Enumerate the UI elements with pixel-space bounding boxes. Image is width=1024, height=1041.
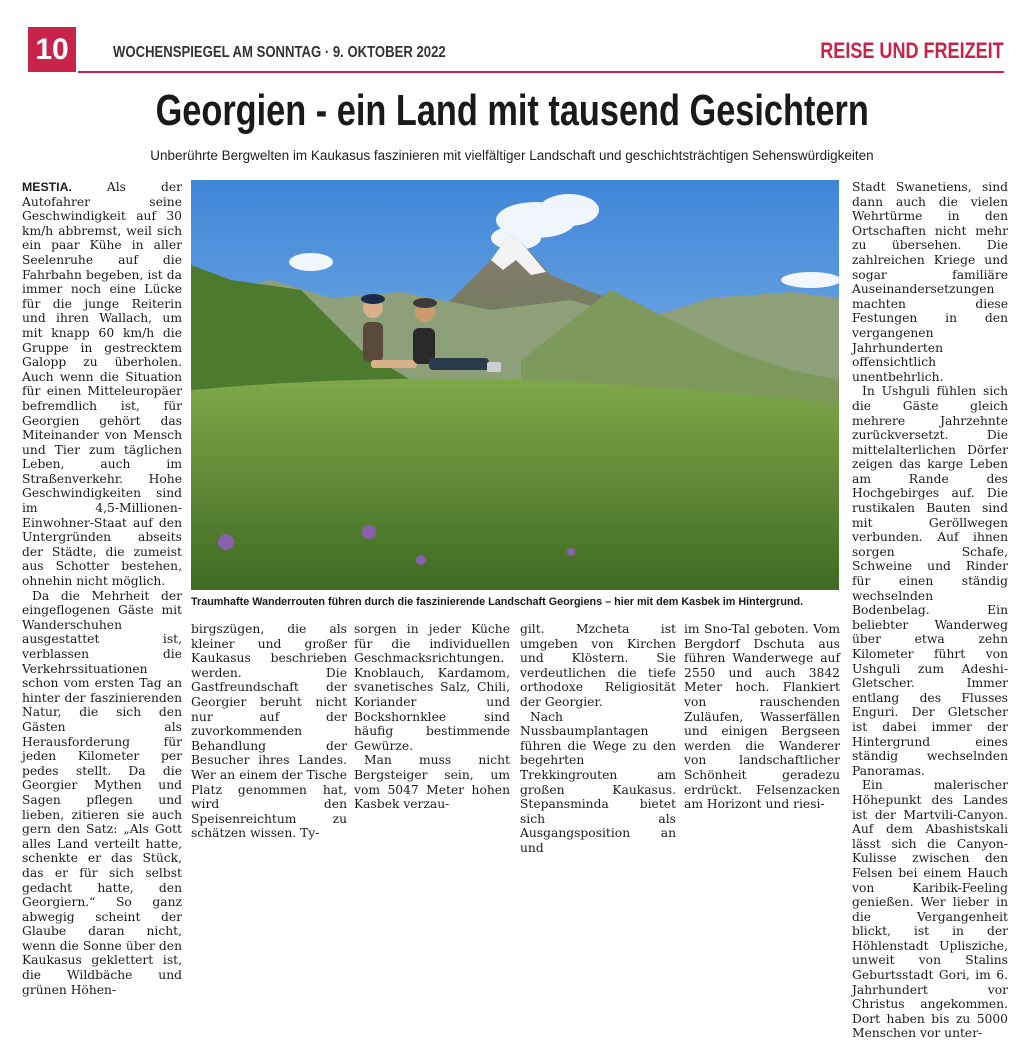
col1-paragraph-1: [22, 180, 182, 589]
dateline: MESTIA.: [22, 180, 72, 194]
photo-caption: Traumhafte Wanderrouten führen durch die faszinierende Landschaft Georgiens – hier mit dem Kasbek im Hintergrund.: [191, 596, 804, 608]
col2-text: birgszügen, die als kleiner und großer Kaukasus beschrieben werden. Die Gastfreundschaft der Georgier beruht nicht nur auf der zuvorkommenden Behandlung der Besucher ihres Landes. Wer an einem der Tische Platz genommen hat, wird den Speisenreichtum zu schätzen wissen. Ty-: [191, 622, 347, 841]
publication-line: WOCHENSPIEGEL AM SONNTAG · 9. OKTOBER 2022: [113, 44, 446, 61]
headline: [0, 86, 1024, 136]
subheadline: Unberührte Bergwelten im Kaukasus faszinieren mit vielfältiger Landschaft und geschichtsträchtigen Sehenswürdigkeiten: [150, 148, 874, 163]
section-title: REISE UND FREIZEIT: [820, 38, 1004, 63]
col4-paragraph-1: gilt. Mzcheta ist umgeben von Kirchen und Klöstern. Sie verdeutlichen die tiefe orthodoxe Religiosität der Georgier.: [520, 622, 676, 709]
headline-text: Georgien - ein Land mit tausend Gesichtern: [155, 86, 869, 135]
col6-paragraph-3: Ein malerischer Höhepunkt des Landes ist der Martvili-Canyon. Auf dem Abashistskali lässt sich die Canyon-Kulisse zwischen den Felsen bei einem Hauch von Karibik-Feeling genießen. Wer lieber in die Vergangenheit blickt, ist in der Höhlenstadt Uplisziche, unweit von Stalins Geburtsstadt Gori, im 6. Jahrhundert vor Christus angekommen. Dort haben bis zu 5000 Menschen vor unter-: [852, 778, 1008, 1041]
landscape-photo: [191, 180, 839, 590]
col4-paragraph-2: Nach Nussbaumplantagen führen die Wege zu den begehrten Trekkingrouten am großen Kaukasus. Stepansminda bietet sich als Ausgangsposition an und: [520, 709, 676, 855]
col3-paragraph-1: sorgen in jeder Küche für die individuellen Geschmacksrichtungen. Knoblauch, Kardamom, svanetisches Salz, Chili, Koriander und Bockshornklee sind häufig bestimmende Gewürze.: [354, 622, 510, 753]
landscape-photo-svg: [191, 180, 839, 590]
col1-paragraph-1-text: Als der Autofahrer seine Geschwindigkeit auf 30 km/h abbremst, weil sich ein paar Kühe in aller Seelenruhe auf die Fahrbahn begeben, ist da immer noch eine Lücke für die junge Reiterin und ihren Wallach, um mit knapp 60 km/h die Gruppe in gestrecktem Galopp zu überholen. Auch wenn die Situation für einen Mitteleuropäer befremdlich ist, für Georgien gehört das Miteinander von Mensch und Tier zum täglichen Leben, auch im Straßenverkehr. Hohe Geschwindigkeiten sind im 4,5-Millionen-Einwohner-Staat auf den Untergründen abseits der Städte, die zumeist aus Schotter bestehen, ohnehin nicht möglich.: [22, 180, 182, 589]
col6-paragraph-1: Stadt Swanetiens, sind dann auch die vielen Wehrtürme in den Ortschaften nicht mehr zu übersehen. Die zahlreichen Kriege und sogar familiäre Auseinandersetzungen machten diese Festungen in den vergangenen Jahrhunderten offensichtlich unentbehrlich.: [852, 180, 1008, 384]
column-2: [191, 622, 347, 841]
col5-text: im Sno-Tal geboten. Vom Bergdorf Dschuta aus führen Wanderwege auf 2550 und auch 3842 Meter hoch. Flankiert von rauschenden Zuläufen, Wasserfällen und einigen Bergseen werden die Wanderer von landschaftlicher Schönheit geradezu erdrückt. Felsenzacken am Horizont und riesi-: [684, 622, 840, 812]
col3-paragraph-2: Man muss nicht Bergsteiger sein, um vom 5047 Meter hohen Kasbek verzau-: [354, 753, 510, 812]
page-number: 10: [28, 27, 76, 72]
column-3: [354, 622, 510, 812]
meadow: [191, 379, 839, 590]
header-rule: [78, 71, 1004, 73]
column-5: [684, 622, 840, 812]
col1-paragraph-2: Da die Mehrheit der eingeflogenen Gäste mit Wanderschuhen ausgestattet ist, verblassen die Verkehrssituationen schon vom ersten Tag an hinter der faszinierenden Natur, die sich den Gästen als Herausforderung für jeden Kilometer per pedes stellt. Da die Georgier Mythen und Sagen pflegen und lieben, zitieren sie auch gern den Satz: „Als Gott alles Land verteilt hatte, schenkte er das Stück, das er für sich selbst gedacht hatte, den Georgiern.“ So ganz abwegig scheint der Glaube daran nicht, wenn die Sonne über den Kaukasus geklettert ist, die Wildbäche und grünen Höhen-: [22, 588, 182, 997]
column-6: [852, 180, 1008, 1041]
column-1: [22, 180, 182, 997]
column-4: [520, 622, 676, 855]
col6-paragraph-2: In Ushguli fühlen sich die Gäste gleich mehrere Jahrzehnte zurückversetzt. Die mittelalterlichen Dörfer zeigen das karge Leben am Rande des Hochgebirges auf. Die rustikalen Bauten sind mit Geröllwegen verbunden. Auf ihnen sorgen Schafe, Schweine und Rinder für einen ständig wechselnden Bodenbelag. Ein beliebter Wanderweg über etwa zehn Kilometer führt von Ushguli zum Adeshi-Gletscher. Immer entlang des Flusses Enguri. Der Gletscher ist dabei immer der Hintergrund eines ständig wechselnden Panoramas.: [852, 384, 1008, 778]
